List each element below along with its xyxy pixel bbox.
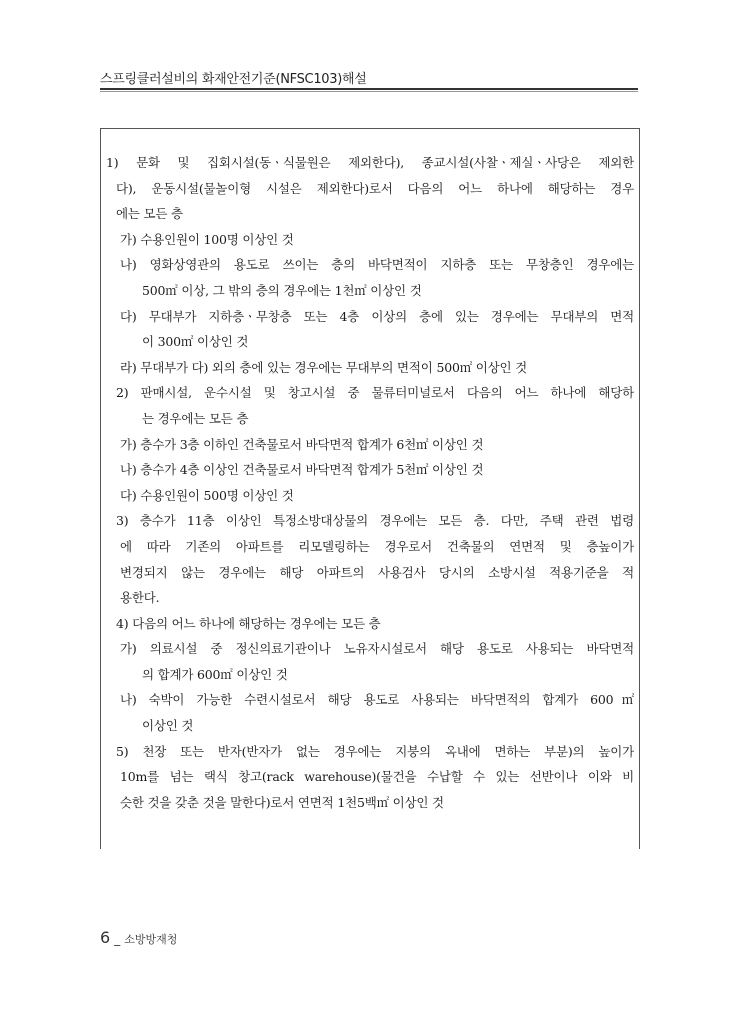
footer-separator: _	[114, 932, 121, 946]
header-rule	[100, 88, 638, 90]
text-line: 가) 의료시설 중 정신의료기관이나 노유자시설로서 해당 용도로 사용되는 바닥면적	[120, 641, 634, 657]
text-line: 5) 천장 또는 반자(반자가 없는 경우에는 지붕의 옥내에 면하는 부분)의 높이가	[116, 743, 634, 759]
text-line: 나) 영화상영관의 용도로 쓰이는 층의 바닥면적이 지하층 또는 무창층인 경우에는	[120, 257, 634, 273]
text-line: 나) 층수가 4층 이상인 건축물로서 바닥면적 합계가 5천㎡ 이상인 것	[120, 462, 484, 478]
text-line: 다), 운동시설(물놀이형 시설은 제외한다)로서 다음의 어느 하나에 해당하는 경우	[116, 180, 634, 196]
text-line: 이 300㎡ 이상인 것	[142, 334, 249, 350]
text-line: 가) 수용인원이 100명 이상인 것	[120, 231, 294, 247]
text-line: 변경되지 않는 경우에는 해당 아파트의 사용검사 당시의 소방시설 적용기준을 적	[120, 564, 634, 580]
footer-organization: 소방방재청	[124, 933, 178, 946]
text-line: 용한다.	[120, 590, 160, 606]
page-number: 6	[100, 928, 111, 947]
text-line: 슷한 것을 갖춘 것을 말한다)로서 연면적 1천5백㎡ 이상인 것	[120, 794, 444, 810]
text-line: 나) 숙박이 가능한 수련시설로서 해당 용도로 사용되는 바닥면적의 합계가 600㎡	[120, 692, 634, 708]
regulation-text	[106, 150, 634, 815]
page-footer	[100, 928, 177, 947]
running-header: 스프링클러설비의 화재안전기준(NFSC103)해설	[100, 72, 367, 87]
text-line: 가) 층수가 3층 이하인 건축물로서 바닥면적 합계가 6천㎡ 이상인 것	[120, 436, 484, 452]
header-rule-thin	[100, 91, 638, 92]
text-line: 3) 층수가 11층 이상인 특정소방대상물의 경우에는 모든 층. 다만, 주택 관련 법령	[116, 513, 634, 529]
text-line: 이상인 것	[142, 718, 194, 734]
text-line: 라) 무대부가 다) 외의 층에 있는 경우에는 무대부의 면적이 500㎡ 이상인 것	[120, 359, 528, 375]
text-line: 500㎡ 이상, 그 밖의 층의 경우에는 1천㎡ 이상인 것	[142, 282, 422, 298]
text-line: 의 합계가 600㎡ 이상인 것	[142, 666, 288, 682]
text-line: 2) 판매시설, 운수시설 및 창고시설 중 물류터미널로서 다음의 어느 하나에 해당하	[116, 385, 634, 401]
text-line: 10m를 넘는 랙식 창고(rack warehouse)(물건을 수납할 수 있는 선반이나 이와 비	[120, 769, 634, 785]
text-line: 다) 무대부가 지하층ㆍ무창층 또는 4층 이상의 층에 있는 경우에는 무대부의 면적	[120, 308, 634, 324]
text-line: 는 경우에는 모든 층	[142, 410, 249, 426]
text-line: 에는 모든 층	[116, 206, 183, 222]
text-line: 에 따라 기존의 아파트를 리모델링하는 경우로서 건축물의 연면적 및 층높이가	[120, 538, 634, 554]
text-line: 다) 수용인원이 500명 이상인 것	[120, 487, 294, 503]
text-line: 1) 문화 및 집회시설(동ㆍ식물원은 제외한다), 종교시설(사찰ㆍ제실ㆍ사당은 제외한	[106, 155, 634, 170]
text-line: 4) 다음의 어느 하나에 해당하는 경우에는 모든 층	[116, 615, 381, 631]
